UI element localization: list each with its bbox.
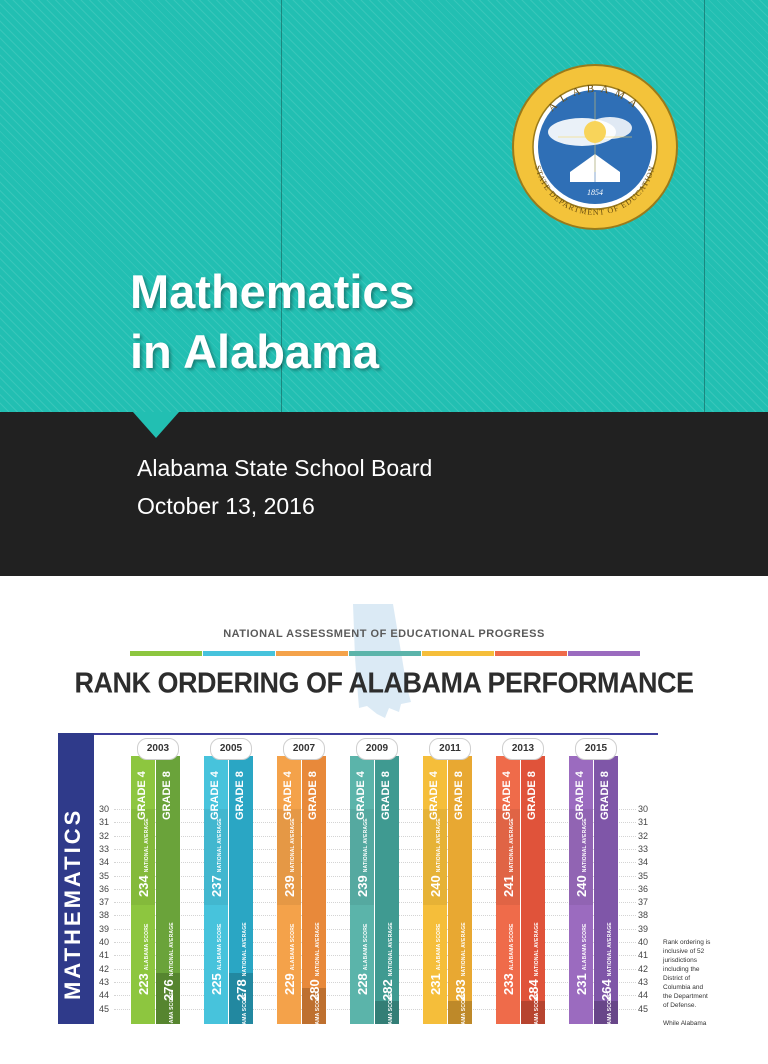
grade4-national-score [574,818,589,897]
rank-tick-right: 32 [638,830,649,841]
grade8-national-score-value: 264 [599,979,614,1001]
rank-tick-left: 45 [99,1003,110,1014]
grade4-alabama-score [574,923,589,995]
grade4-alabama-score-value: 228 [355,973,370,995]
grade4-national-score-caption: NATIONAL AVERAGE [144,818,150,873]
grade8-alabama-score-caption: AL ABAMA SCORE [169,991,175,1040]
rank-tick-right: 43 [638,976,649,987]
grade4-alabama-score-value: 233 [501,973,516,995]
grade8-national-score-caption: NATIONAL AVERAGE [461,922,467,977]
grade8-national-score-value: 282 [380,979,395,1001]
grade8-label-text: GRADE 8 [234,771,246,820]
rank-tick-right: 38 [638,910,649,921]
grade8-national-score-caption: NATIONAL AVERAGE [607,922,613,977]
grade4-alabama-score-caption: ALABAMA SCORE [290,923,296,971]
rank-tick-left: 32 [99,830,110,841]
divider-line [704,0,705,412]
grade8-national-score-value: 284 [526,979,541,1001]
rank-tick-right: 36 [638,883,649,894]
rank-tick-left: 39 [99,923,110,934]
side-note-line: jurisdictions [663,957,697,964]
rank-tick-left: 42 [99,963,110,974]
grade8-alabama-score-caption: ALABAMA SCORE [242,992,248,1040]
side-note-line: including the [663,966,700,973]
grade4-alabama-score-value: 229 [282,973,297,995]
grade8-label [448,772,472,822]
rank-tick-left: 36 [99,883,110,894]
grade4-label-text: GRADE 4 [501,771,513,820]
grade8-label-text: GRADE 8 [161,771,173,820]
grade8-alabama-score-caption: ALABAMA SCORE [534,992,540,1040]
side-note-line: Columbia and [663,984,704,991]
grade8-alabama-score [161,991,176,1064]
grade4-national-score-value: 234 [136,875,151,897]
grade4-alabama-score-value: 231 [428,973,443,995]
grade8-national-score-value: 276 [161,979,176,1001]
grade4-national-score [501,818,516,897]
grade4-national-score-value: 239 [282,875,297,897]
grade8-national-score-caption: NATIONAL AVERAGE [169,922,175,977]
grade8-label-text: GRADE 8 [599,771,611,820]
grade8-label [594,772,618,822]
grade4-alabama-score-caption: ALABAMA SCORE [363,923,369,971]
slide-title-line: in Alabama [130,325,379,378]
rank-tick-left: 34 [99,857,110,868]
grade8-label-text: GRADE 8 [453,771,465,820]
grade8-national-score [599,922,614,1001]
grade8-national-score [526,922,541,1001]
rank-tick-left: 43 [99,976,110,987]
grade8-national-score [453,922,468,1001]
color-strip-segment [130,651,202,656]
grade4-national-score-value: 240 [574,875,589,897]
rank-tick-right: 45 [638,1003,649,1014]
alabama-map-icon [345,602,423,722]
side-note [663,938,723,1028]
grade8-national-score-caption: NATIONAL AVERAGE [242,922,248,977]
grade4-national-score-value: 241 [501,875,516,897]
rank-tick-left: 31 [99,817,110,828]
rank-tick-right: 44 [638,990,649,1001]
grade4-label-text: GRADE 4 [282,771,294,820]
rank-tick-right: 39 [638,923,649,934]
grade4-label-text: GRADE 4 [428,771,440,820]
grade8-alabama-score-value: 259 [599,1042,614,1064]
grade4-national-score-value: 240 [428,875,443,897]
grade4-label [350,772,374,822]
seal-arc-top: ALABAMA [545,82,645,115]
grade8-alabama-score [234,992,249,1064]
grade4-alabama-score-caption: ALABAMA SCORE [582,923,588,971]
grade4-alabama-score [355,923,370,995]
grade8-alabama-score-value: 262 [161,1042,176,1064]
side-note-line: Rank ordering is [663,939,711,946]
rank-tick-left: 30 [99,804,110,814]
grade8-alabama-score-caption: ALABAMA SCORE [461,992,467,1040]
grade8-label [229,772,253,822]
grade4-label [204,772,228,822]
grade4-national-score-caption: NATIONAL AVERAGE [290,818,296,873]
grade8-alabama-score-caption: ALABAMA SCORE [315,992,321,1040]
grade4-label-text: GRADE 4 [209,771,221,820]
grade4-label [569,772,593,822]
grade4-alabama-score-caption: ALABAMA SCORE [144,923,150,971]
rank-tick-left: 38 [99,910,110,921]
grade8-alabama-score [307,992,322,1064]
rank-tick-right: 35 [638,870,649,881]
rank-tick-right: 33 [638,843,649,854]
color-strip-segment [495,651,567,656]
seal-arc-bottom: STATE DEPARTMENT OF EDUCATION [533,164,657,218]
grade4-alabama-score [428,923,443,995]
grade4-alabama-score-caption: ALABAMA SCORE [436,923,442,971]
subtitle-line: October 13, 2016 [137,493,315,519]
grade4-national-score [282,818,297,897]
year-label: 2003 [137,738,179,760]
grade8-label [375,772,399,822]
grade4-alabama-score [136,923,151,995]
grade4-national-score-value: 237 [209,875,224,897]
alabama-education-seal-icon [510,62,680,232]
year-label: 2011 [429,738,471,760]
grade8-label [156,772,180,822]
band-notch [133,412,179,438]
grade4-national-score [355,818,370,897]
grade8-national-score-caption: NATIONAL AVERAGE [315,922,321,977]
grade8-alabama-score-value: 269 [380,1042,395,1064]
grade4-national-score-caption: NATIONAL AVERAGE [509,818,515,873]
grade4-label [423,772,447,822]
infographic-header: NATIONAL ASSESSMENT OF EDUCATIONAL PROGRESS [223,628,545,640]
grade4-alabama-score [501,923,516,995]
grade4-label [277,772,301,822]
year-label: 2015 [575,738,617,760]
slide-title [130,262,415,382]
rank-tick-right: 42 [638,963,649,974]
grade8-label-text: GRADE 8 [380,771,392,820]
grade8-national-score [380,922,395,1001]
grade4-alabama-score-value: 223 [136,973,151,995]
side-note-line: the Department [663,993,708,1000]
grade8-national-score [161,922,176,1001]
grade8-alabama-score [526,992,541,1064]
grade4-national-score-value: 239 [355,875,370,897]
grade8-alabama-score [453,992,468,1064]
grade4-national-score-caption: NATIONAL AVERAGE [217,818,223,873]
grade8-alabama-score-caption: ALABAMA SCORE [388,992,394,1040]
grade8-national-score [234,922,249,1001]
grade8-label [521,772,545,822]
rank-tick-right: 40 [638,937,649,947]
grade8-alabama-score-value: 266 [307,1042,322,1064]
grade8-alabama-score [380,992,395,1064]
grade4-national-score-caption: NATIONAL AVERAGE [582,818,588,873]
rank-tick-right: 41 [638,950,649,961]
grade8-national-score-caption: NATIONAL AVERAGE [534,922,540,977]
grade4-label-text: GRADE 4 [136,771,148,820]
rank-tick-left: 35 [99,870,110,881]
grade4-national-score [209,818,224,897]
rank-tick-right: 30 [638,804,649,814]
grade8-label [302,772,326,822]
side-note-line: inclusive of 52 [663,948,705,955]
color-strip-segment [203,651,275,656]
year-label: 2005 [210,738,252,760]
rank-tick-left: 40 [99,937,110,947]
grade4-alabama-score-caption: ALABAMA SCORE [509,923,515,971]
side-note-line: of Defense. [663,1002,697,1009]
grade8-national-score-value: 280 [307,979,322,1001]
rank-tick-right: 37 [638,897,649,908]
slide-title-line: Mathematics [130,265,415,318]
grade8-alabama-score-value: 262 [234,1042,249,1064]
seal-year: 1854 [587,188,603,197]
grade8-alabama-score-value: 269 [526,1042,541,1064]
grade4-national-score-caption: NATIONAL AVERAGE [363,818,369,873]
side-note-line [663,1010,723,1019]
grade4-national-score [136,818,151,897]
grade4-label [496,772,520,822]
grade8-national-score-value: 283 [453,979,468,1001]
grade8-alabama-score-caption: ALABAMA SCORE [607,992,613,1040]
grade4-alabama-score-caption: ALABAMA SCORE [217,923,223,971]
color-strip-segment [422,651,494,656]
grade8-alabama-score [599,992,614,1064]
grade4-alabama-score [209,923,224,995]
side-note-line: While Alabama [663,1020,707,1027]
grade4-national-score-caption: NATIONAL AVERAGE [436,818,442,873]
grade4-alabama-score-value: 225 [209,973,224,995]
color-strip-segment [349,651,421,656]
side-note-line: District of [663,975,691,982]
rank-tick-right: 34 [638,857,649,868]
grade8-national-score [307,922,322,1001]
color-strip-segment [276,651,348,656]
rank-tick-left: 37 [99,897,110,908]
grade8-label-text: GRADE 8 [307,771,319,820]
rank-tick-left: 41 [99,950,110,961]
grade4-label-text: GRADE 4 [355,771,367,820]
grade4-label-text: GRADE 4 [574,771,586,820]
grade8-label-text: GRADE 8 [526,771,538,820]
rank-tick-right: 31 [638,817,649,828]
color-strip-segment [568,651,640,656]
grade8-national-score-value: 278 [234,979,249,1001]
subject-label: MATHEMATICS [60,807,85,1000]
grade8-alabama-score-value: 269 [453,1042,468,1064]
year-label: 2007 [283,738,325,760]
grade8-national-score-caption: NATIONAL AVERAGE [388,922,394,977]
year-label: 2009 [356,738,398,760]
grade4-alabama-score-value: 231 [574,973,589,995]
rank-tick-left: 33 [99,843,110,854]
grade4-alabama-score [282,923,297,995]
rank-tick-left: 44 [99,990,110,1001]
infographic-title: RANK ORDERING OF ALABAMA PERFORMANCE [74,667,694,699]
grade4-national-score [428,818,443,897]
subtitle-band [0,412,768,576]
year-label: 2013 [502,738,544,760]
grade4-label [131,772,155,822]
subtitle-line: Alabama State School Board [137,455,433,481]
